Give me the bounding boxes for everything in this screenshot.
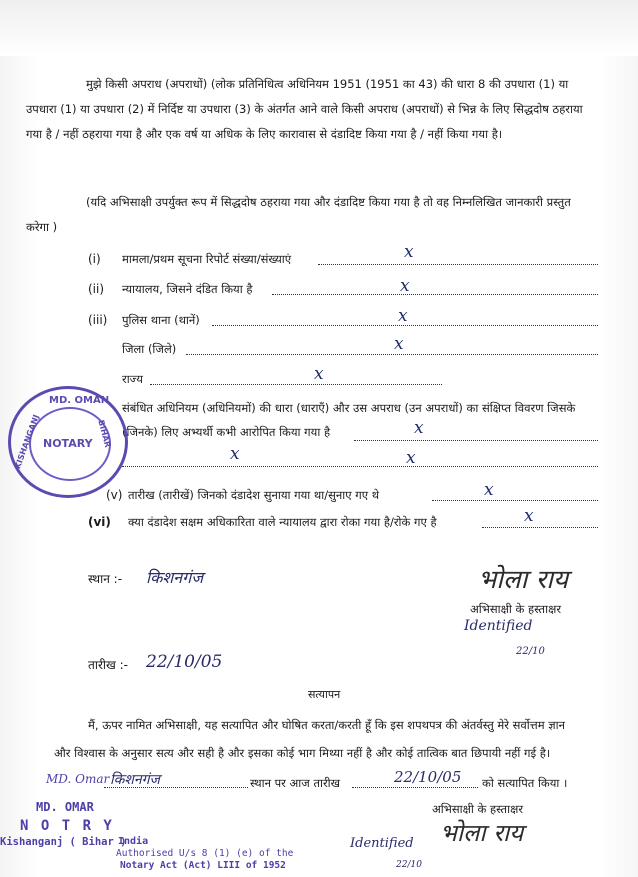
item-vi-label: क्या दंडादेश सक्षम अधिकारिता वाले न्यायालय द्वारा रोका गया है/रोके गए है — [128, 515, 437, 529]
seal-top-text: MD. OMAN — [49, 395, 110, 406]
item-vi-cross: x — [524, 506, 534, 526]
item-vi-blank — [482, 527, 598, 528]
item-iv-cross-3: x — [406, 448, 416, 468]
state-label: राज्य — [122, 372, 143, 386]
item-iii-cross: x — [398, 306, 408, 326]
verification-date-value: 22/10/05 — [394, 768, 462, 786]
item-ii-cross: x — [400, 276, 410, 296]
verification-date-blank — [352, 787, 478, 788]
seal-right-text: BIHAR — [96, 419, 113, 449]
item-iv-cross-2: x — [230, 444, 240, 464]
item-iv-blank-1 — [354, 440, 598, 441]
item-iv-text: संबंधित अधिनियम (अधिनियमों) की धारा (धाराएँ) और उस अपराध (उन अपराधों) का संक्षिप्त विवरण जिसके (जिनके) लिए अभ्यर्थी कभी आरोपित किया गया है — [122, 401, 576, 439]
verification-signature: भोला राय — [440, 819, 524, 847]
notary-place: Kishanganj ( Bihar ) — [0, 836, 127, 848]
date-value: 22/10/05 — [146, 652, 223, 672]
verification-identified: Identified — [350, 836, 414, 851]
deponent-caption: अभिसाक्षी के हस्ताक्षर — [470, 602, 562, 616]
verification-line-1: मैं, ऊपर नामित अभिसाक्षी, यह सत्यापित और घोषित करता/करती हूँ कि इस शपथपत्र की अंतर्वस्तु मेरे सर्वोत्तम ज्ञान — [88, 718, 565, 732]
notary-name: MD. OMAR — [36, 800, 94, 814]
item-i-cross: x — [404, 242, 414, 262]
verification-end-text: को सत्यापित किया । — [482, 776, 568, 790]
notary-authorisation-2: Notary Act (Act) LIII of 1952 — [120, 860, 286, 871]
item-ii-blank — [272, 294, 598, 295]
item-iv-cross-1: x — [414, 418, 424, 438]
item-iii-label: पुलिस थाना (थानें) — [122, 313, 200, 327]
notary-seal — [8, 386, 128, 498]
state-cross: x — [314, 364, 324, 384]
item-vi-number: (vi) — [88, 515, 111, 529]
verification-identified-date: 22/10 — [396, 860, 422, 870]
notary-signature: MD. Omar — [46, 772, 110, 786]
item-v-label: तारीख (तारीखें) जिनको दंडादेश सुनाया गया था/सुनाए गए थे — [128, 488, 380, 502]
item-i-label: मामला/प्रथम सूचना रिपोर्ट संख्या/संख्याएं — [122, 252, 292, 266]
item-iv-blank-2 — [122, 466, 598, 467]
instruction-paragraph: (यदि अभिसाक्षी उपर्युक्त रूप में सिद्धदोष ठहराया गया और दंडादिष्ट किया गया है तो वह निम्नलिखित जानकारी प्रस्तुत करेगा ) — [26, 195, 571, 234]
verification-caption: अभिसाक्षी के हस्ताक्षर — [432, 802, 524, 816]
item-ii-label: न्यायालय, जिसने दंडित किया है — [122, 282, 253, 296]
notary-title: N O T R Y — [20, 818, 114, 834]
district-label: जिला (जिले) — [122, 342, 177, 356]
place-label: स्थान :- — [88, 572, 123, 586]
seal-center-text: NOTARY — [43, 437, 93, 450]
identified-signature: Identified — [464, 618, 533, 634]
scan-shadow — [0, 0, 638, 56]
item-i-number: (i) — [88, 252, 101, 266]
place-value: किशनगंज — [146, 568, 204, 587]
identified-date: 22/10 — [516, 646, 545, 657]
district-blank — [186, 354, 598, 355]
item-i-blank — [318, 264, 598, 265]
declaration-paragraph: मुझे किसी अपराध (अपराधों) (लोक प्रतिनिधित्व अधिनियम 1951 (1951 का 43) की धारा 8 की उपधारा (1) या उपधारा (1) या उपधारा (2) में निर्दिष्ट या उपधारा (3) के अंतर्गत आने वाले किसी अपराध (अपराधों) से भिन्न के लिए सिद्धदोष ठहराया गया है / नहीं ठहराया गया है और एक वर्ष या अधिक के लिए कारावास से दंडादिष्ट किया गया है / नहीं किया गया है। — [26, 77, 583, 141]
item-iii-number: (iii) — [88, 313, 108, 327]
verification-place-value: किशनगंज — [110, 772, 160, 788]
state-blank — [150, 384, 442, 385]
verification-line-2: और विश्वास के अनुसार सत्य और सही है और इसका कोई भाग मिथ्या नहीं है और कोई तात्विक बात छिपायी नहीं गई है। — [54, 746, 551, 760]
item-ii-number: (ii) — [88, 282, 105, 296]
item-v-blank — [432, 500, 598, 501]
verification-place-blank — [104, 787, 248, 788]
date-label: तारीख :- — [88, 658, 128, 672]
notary-india: India — [118, 836, 149, 847]
district-cross: x — [394, 334, 404, 354]
seal-left-text: KISHANGANJ — [13, 413, 41, 471]
item-v-cross: x — [484, 480, 494, 500]
deponent-signature: भोला राय — [478, 565, 569, 595]
item-v-number: (v) — [106, 488, 123, 502]
verification-heading: सत्यापन — [308, 688, 341, 701]
verification-middle-text: स्थान पर आज तारीख — [250, 776, 341, 790]
notary-authorisation-1: Authorised U/s 8 (1) (e) of the — [116, 848, 294, 859]
